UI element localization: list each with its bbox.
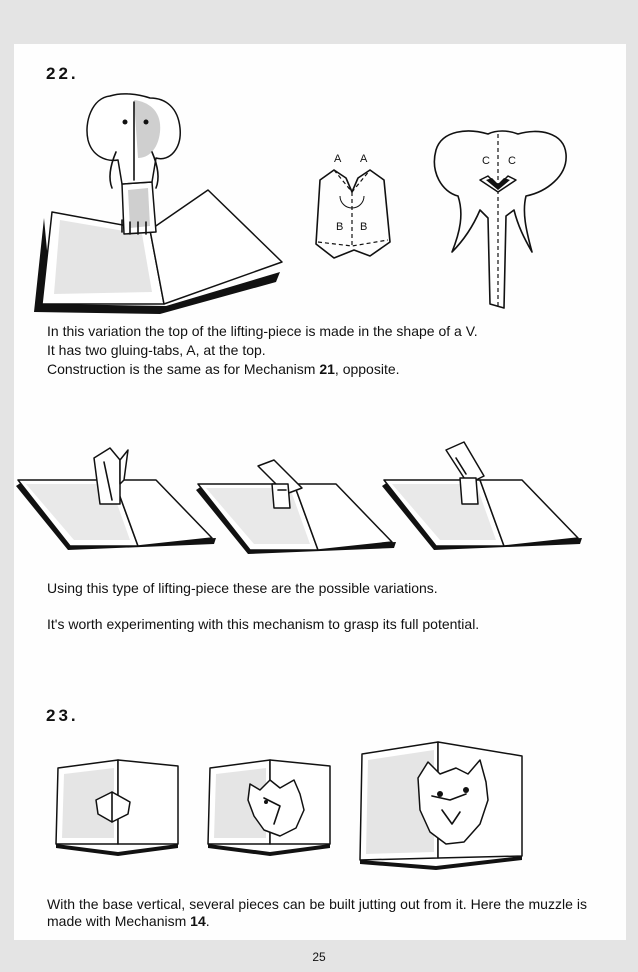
- vertical-base-card-3: [356, 738, 526, 874]
- variation-card-1: [14, 440, 219, 556]
- paragraph-22-variations: Using this type of lifting-piece these are the possible variations.: [47, 580, 438, 596]
- label-c-right: C: [508, 155, 516, 167]
- paragraph-22-line-3: Construction is the same as for Mechanism 21, opposite.: [47, 361, 400, 377]
- label-b-right: B: [360, 221, 368, 233]
- variation-card-2: [194, 450, 399, 560]
- vertical-base-card-1: [52, 758, 182, 858]
- lifting-piece-template-diagram: [310, 146, 400, 266]
- label-a-right: A: [360, 153, 368, 165]
- section-23-number: 23.: [46, 706, 79, 725]
- vertical-base-card-2: [204, 758, 334, 858]
- paragraph-23: With the base vertical, several pieces can be built jutting out from it. Here the muzzle is made with Mechanism 14.: [47, 896, 587, 929]
- paragraph-22-line-1: In this variation the top of the lifting-piece is made in the shape of a V.: [47, 323, 478, 339]
- elephant-popup-card-illustration: [30, 92, 290, 317]
- section-22-number: 22.: [46, 64, 79, 83]
- paragraph-22-line-2: It has two gluing-tabs, A, at the top.: [47, 342, 266, 358]
- label-b-left: B: [336, 221, 344, 233]
- elephant-head-template-diagram: [428, 126, 578, 316]
- label-c-left: C: [482, 155, 490, 167]
- page-number: 25: [312, 950, 326, 964]
- variation-card-3: [380, 440, 585, 556]
- label-a-left: A: [334, 153, 342, 165]
- paragraph-22-experimenting: It's worth experimenting with this mechanism to grasp its full potential.: [47, 616, 480, 632]
